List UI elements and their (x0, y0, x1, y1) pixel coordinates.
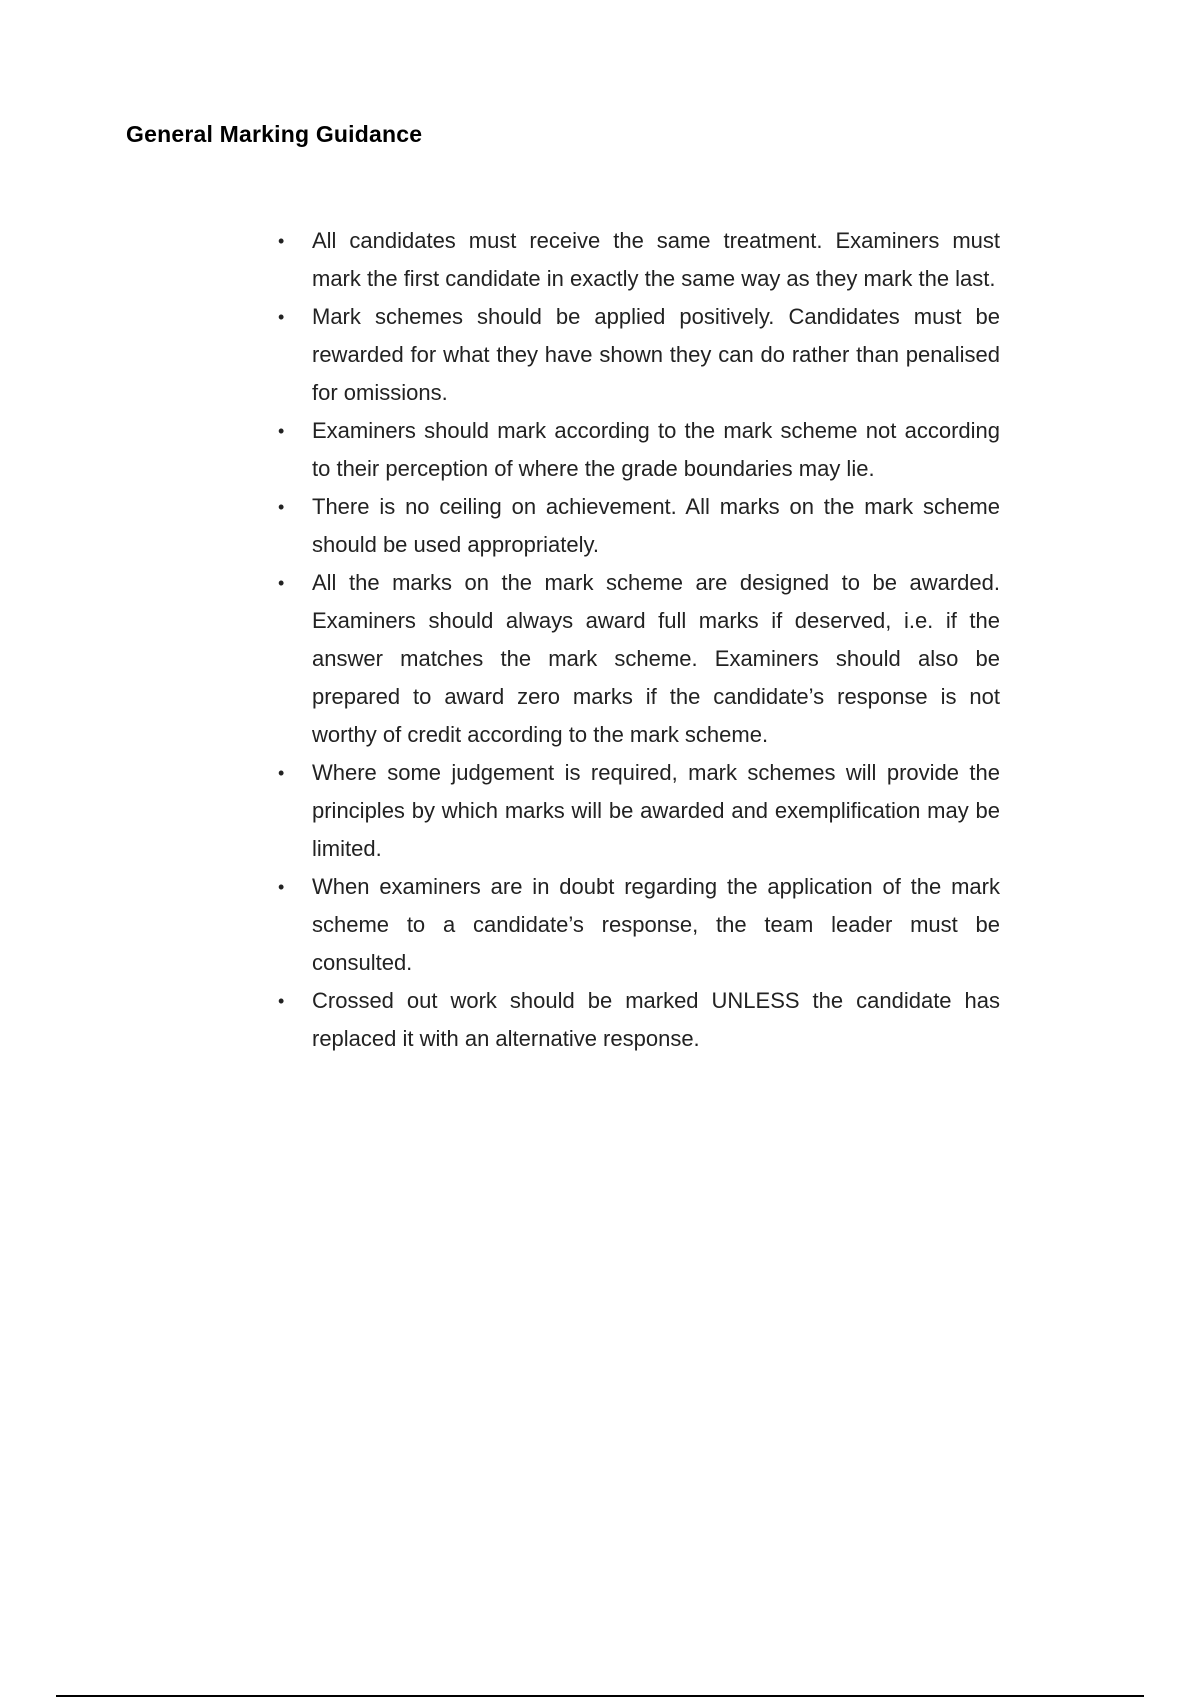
bullet-icon: • (278, 877, 285, 897)
bullet-icon: • (278, 763, 285, 783)
list-item (278, 488, 1000, 564)
bullet-icon: • (278, 991, 285, 1011)
list-item-text: When examiners are in doubt regarding the application of the mark scheme to a candidate’s response, the team leader must be consulted. (312, 874, 1000, 975)
list-item-text: Examiners should mark according to the mark scheme not according to their perception of where the grade boundaries may lie. (312, 418, 1000, 481)
list-item (278, 754, 1000, 868)
list-item (278, 298, 1000, 412)
list-item-text: There is no ceiling on achievement. All marks on the mark scheme should be used appropriately. (312, 494, 1000, 557)
list-item (278, 982, 1000, 1058)
bullet-icon: • (278, 497, 285, 517)
list-item-text: Where some judgement is required, mark schemes will provide the principles by which marks will be awarded and exemplification may be limited. (312, 760, 1000, 861)
list-item-text: All the marks on the mark scheme are designed to be awarded. Examiners should always award full marks if deserved, i.e. if the answer matches the mark scheme. Examiners should also be prepared to award zero marks if the candidate’s response is not worthy of credit according to the mark scheme. (312, 570, 1000, 747)
list-item (278, 868, 1000, 982)
page-title: General Marking Guidance (126, 121, 423, 147)
bullet-icon: • (278, 231, 285, 251)
bullet-icon: • (278, 573, 285, 593)
list-item (278, 564, 1000, 754)
list-item-text: Mark schemes should be applied positively. Candidates must be rewarded for what they have shown they can do rather than penalised for omissions. (312, 304, 1000, 405)
list-item (278, 412, 1000, 488)
list-item-text: All candidates must receive the same treatment. Examiners must mark the first candidate in exactly the same way as they mark the last. (312, 228, 1000, 291)
footer-divider (56, 1695, 1144, 1697)
list-item (278, 222, 1000, 298)
guidance-list (278, 222, 1000, 1058)
list-item-text: Crossed out work should be marked UNLESS the candidate has replaced it with an alternative response. (312, 988, 1000, 1051)
bullet-icon: • (278, 421, 285, 441)
bullet-icon: • (278, 307, 285, 327)
